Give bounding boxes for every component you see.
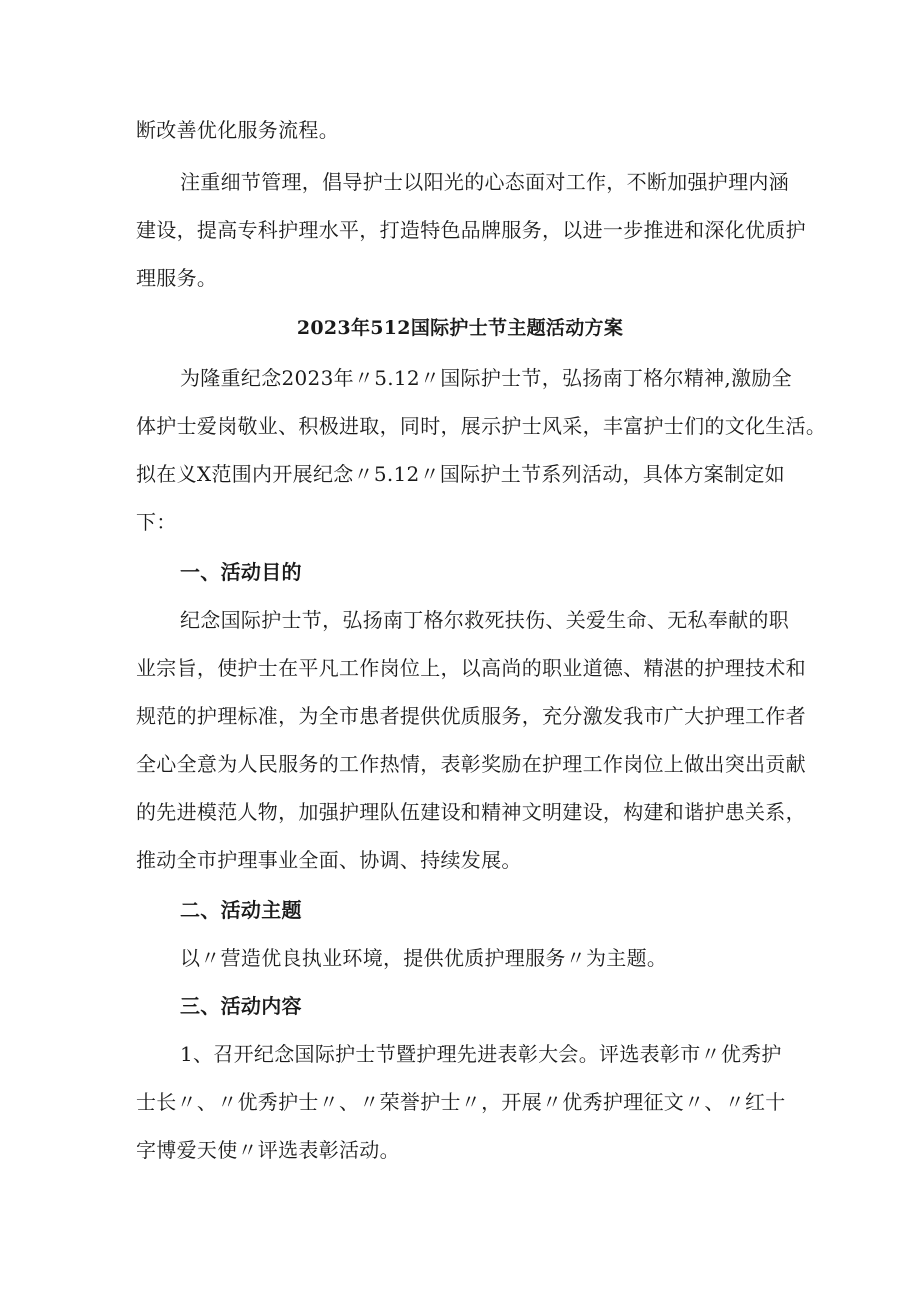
text-line: 断改善优化服务流程。 [136,118,339,142]
section-heading: 二、活动主题 [180,898,302,922]
text-line: 全心全意为人民服务的工作热情，表彰奖励在护理工作岗位上做出突出贡献 [136,752,806,776]
text-line: 下： [136,510,177,534]
text-line: 的先进模范人物，加强护理队伍建设和精神文明建设，构建和谐护患关系， [136,800,806,824]
section-heading: 一、活动目的 [180,560,302,584]
text-line: 以〃营造优良执业环境，提供优质护理服务〃为主题。 [180,946,668,970]
section-heading: 三、活动内容 [180,994,302,1018]
text-line: 业宗旨，使护士在平凡工作岗位上，以高尚的职业道德、精湛的护理技术和 [136,656,806,680]
text-line: 士长〃、〃优秀护士〃、〃荣誉护士〃，开展〃优秀护理征文〃、〃红十 [136,1090,786,1114]
document-title: 2023年512国际护士节主题活动方案 [296,317,624,339]
text-line: 拟在义X范围内开展纪念〃5.12〃国际护土节系列活动，具体方案制定如 [136,462,785,486]
text-line: 建设，提高专科护理水平，打造特色品牌服务，以进一步推进和深化优质护 [136,218,806,242]
text-line: 字博爱天使〃评选表彰活动。 [136,1138,400,1162]
text-line: 1、召开纪念国际护士节暨护理先进表彰大会。评选表彰市〃优秀护 [180,1042,782,1066]
text-line: 纪念国际护士节，弘扬南丁格尔救死扶伤、关爱生命、无私奉献的职 [180,608,789,632]
text-line: 规范的护理标准，为全市患者提供优质服务，充分激发我市广大护理工作者 [136,704,806,728]
text-line: 推动全市护理事业全面、协调、持续发展。 [136,848,522,872]
text-line: 理服务。 [136,266,218,290]
text-line: 注重细节管理，倡导护士以阳光的心态面对工作，不断加强护理内涵 [180,170,789,194]
text-line: 为隆重纪念2023年〃5.12〃国际护士节，弘扬南丁格尔精神,激励全 [180,366,792,390]
text-line: 体护士爱岗敬业、积极进取，同时，展示护士风采，丰富护士们的文化生活。 [136,414,827,438]
